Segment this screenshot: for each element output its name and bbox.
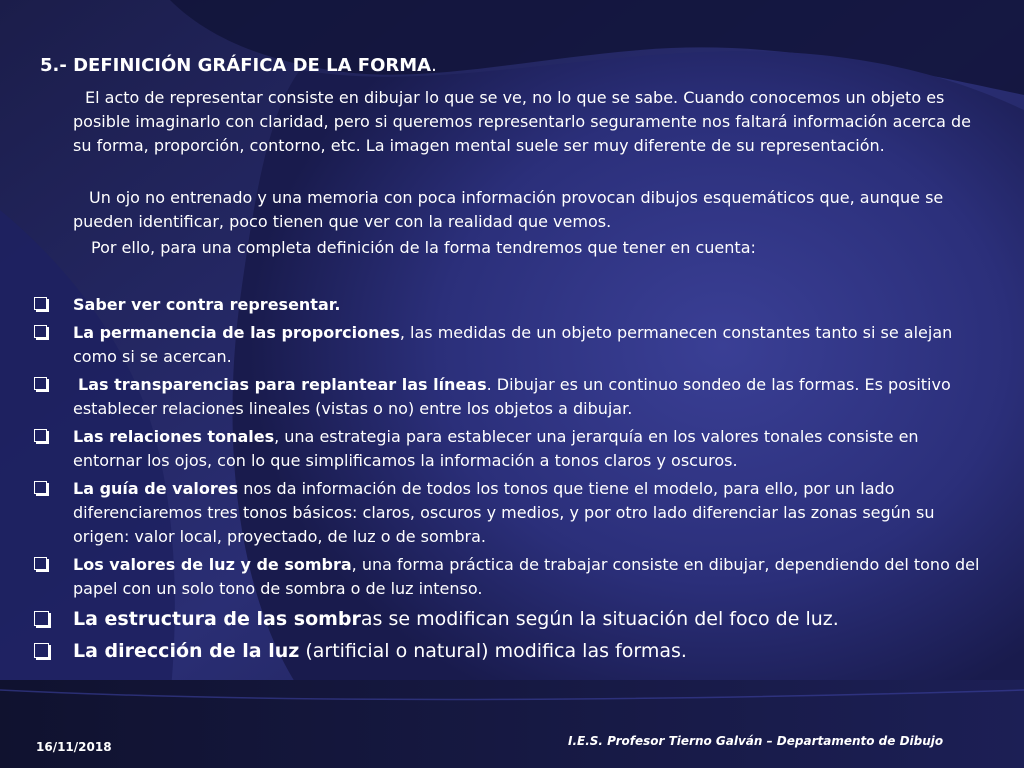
checkbox-bullet-icon	[34, 643, 49, 658]
list-item-key: La dirección de la luz	[73, 640, 300, 662]
list-item-key: Las relaciones tonales	[73, 427, 275, 446]
list-item-text: (artificial o natural) modifica las formas.	[299, 640, 687, 662]
checkbox-bullet-icon	[34, 481, 47, 494]
list-item-key: Saber ver contra representar.	[73, 295, 341, 314]
list-item-key: La permanencia de las proporciones	[73, 323, 400, 342]
list-item-text: , una forma práctica de trabajar consiste en dibujar, dependiendo del tono del papel con un solo tono de sombra o de luz intenso.	[73, 555, 980, 598]
list-item	[0, 477, 991, 549]
list-item	[0, 637, 991, 665]
paragraph-1-text: El acto de representar consiste en dibujar lo que se ve, no lo que se sabe. Cuando conocemos un objeto es posible imaginarlo con claridad, pero si queremos representarlo seguramente nos faltará información acerca de su forma, proporción, contorno, etc. La imagen mental suele ser muy diferente de su representación.	[73, 88, 972, 155]
list-item	[0, 293, 991, 317]
checkbox-bullet-icon	[34, 557, 47, 570]
bullet-list	[0, 293, 1024, 669]
paragraph-2	[73, 186, 993, 234]
slide-title-text: 5.- DEFINICIÓN GRÁFICA DE LA FORMA	[40, 55, 432, 76]
list-item-key: Las transparencias para replantear las líneas	[78, 375, 487, 394]
list-item-text: , las medidas de un objeto permanecen constantes tanto si se alejan como si se acercan.	[73, 323, 953, 366]
list-item	[0, 553, 991, 601]
list-item-text: . Dibujar es un continuo sondeo de las formas. Es positivo establecer relaciones lineales (vistas o no) entre los objetos a dibujar.	[73, 375, 951, 418]
list-item-text: nos da información de todos los tonos que tiene el modelo, para ello, por un lado diferenciaremos tres tonos básicos: claros, oscuros y medios, y por otro lado diferenciar las zonas según su origen: valor local, proyectado, de luz o de sombra.	[73, 479, 935, 546]
list-item-key: La estructura de las sombr	[73, 608, 361, 630]
footer-institution: I.E.S. Profesor Tierno Galván – Departamento de Dibujo	[568, 734, 944, 748]
footer-date: 16/11/2018	[36, 740, 112, 754]
slide-title	[40, 55, 437, 76]
checkbox-bullet-icon	[34, 611, 49, 626]
list-item	[0, 321, 991, 369]
paragraph-1	[73, 86, 993, 158]
paragraph-3	[73, 236, 993, 260]
list-item-key: La guía de valores	[73, 479, 239, 498]
checkbox-bullet-icon	[34, 377, 47, 390]
paragraph-2-text: Un ojo no entrenado y una memoria con poca información provocan dibujos esquemáticos que, aunque se pueden identificar, poco tienen que ver con la realidad que vemos.	[73, 188, 944, 231]
checkbox-bullet-icon	[34, 297, 47, 310]
slide-title-dot: .	[431, 55, 437, 76]
checkbox-bullet-icon	[34, 325, 47, 338]
list-item-text: , una estrategia para establecer una jerarquía en los valores tonales consiste en entornar los ojos, con lo que simplificamos la información a tonos claros y oscuros.	[73, 427, 919, 470]
list-item	[0, 373, 991, 421]
list-item	[0, 605, 991, 633]
checkbox-bullet-icon	[34, 429, 47, 442]
list-item-key: Los valores de luz y de sombra	[73, 555, 352, 574]
list-item	[0, 425, 991, 473]
list-item-text: as se modifican según la situación del foco de luz.	[360, 608, 839, 630]
paragraph-3-text: Por ello, para una completa definición de la forma tendremos que tener en cuenta:	[91, 238, 756, 257]
